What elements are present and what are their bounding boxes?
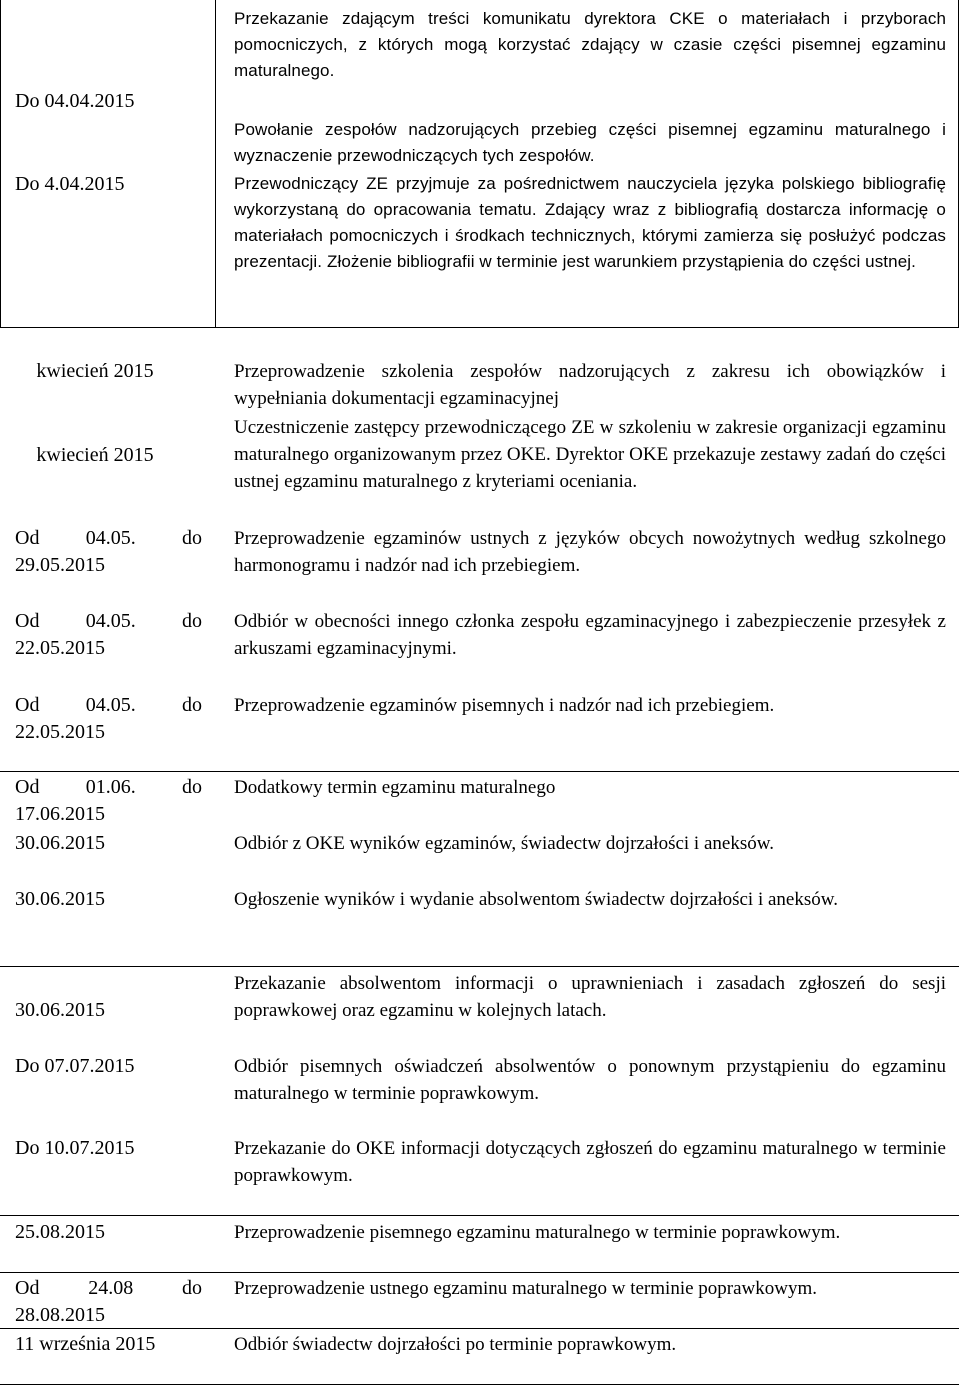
- row-text-14: Odbiór świadectw dojrzałości po terminie poprawkowym.: [234, 1334, 677, 1355]
- row-date-12: 25.08.2015: [15, 1221, 105, 1243]
- row-text-10: Odbiór pisemnych oświadczeń absolwentów o ponownym przystąpieniu do egzaminu maturalnego w terminie poprawkowym.: [234, 1056, 946, 1104]
- row-text-12: Przeprowadzenie pisemnego egzaminu maturalnego w terminie poprawkowym.: [234, 1222, 841, 1243]
- row-date-1: kwiecień 2015: [36, 360, 154, 382]
- row-date-2: kwiecień 2015: [36, 444, 154, 466]
- row-date-8: 30.06.2015: [15, 888, 105, 910]
- row-text-13: Przeprowadzenie ustnego egzaminu maturalnego w terminie poprawkowym.: [234, 1278, 818, 1299]
- row-text-5: Przeprowadzenie egzaminów pisemnych i nadzór nad ich przebiegiem.: [234, 695, 775, 716]
- table-bottom-border: [0, 1384, 959, 1385]
- first-date-1: Do 04.04.2015: [15, 90, 135, 112]
- row-text-4: Odbiór w obecności innego członka zespołu egzaminacyjnego i zabezpieczenie przesyłek z arkuszami egzaminacyjnymi.: [234, 611, 946, 659]
- row-text-7: Odbiór z OKE wyników egzaminów, świadectw dojrzałości i aneksów.: [234, 833, 774, 854]
- row-date-14: 11 września 2015: [15, 1333, 156, 1355]
- row-text-11: Przekazanie do OKE informacji dotyczących zgłoszeń do egzaminu maturalnego w terminie poprawkowym.: [234, 1138, 946, 1186]
- row-divider: [0, 1272, 959, 1273]
- row-date-6: Od 01.06. do 17.06.2015: [15, 776, 202, 825]
- row-text-9: Przekazanie absolwentom informacji o uprawnieniach i zasadach zgłoszeń do sesji poprawkowej oraz egzaminu w kolejnych latach.: [234, 973, 946, 1021]
- first-text-2: Powołanie zespołów nadzorujących przebieg części pisemnej egzaminu maturalnego i wyznaczenie przewodniczących tych zespołów.: [234, 120, 946, 165]
- row-date-13: Od 24.08 do 28.08.2015: [15, 1277, 202, 1326]
- row-date-7: 30.06.2015: [15, 832, 105, 854]
- row-text-3: Przeprowadzenie egzaminów ustnych z języków obcych nowożytnych według szkolnego harmonogramu i nadzór nad ich przebiegiem.: [234, 528, 946, 576]
- first-text-3: Przewodniczący ZE przyjmuje za pośrednictwem nauczyciela języka polskiego bibliografię wykorzystaną do opracowania tematu. Zdający wraz z bibliografią dostarcza informację o materiałach pomocniczych i środkach technicznych, którymi zamierza się posłużyć podczas prezentacji. Złożenie bibliografii w terminie jest warunkiem przystąpienia do części ustnej.: [234, 174, 946, 271]
- row-text-1: Przeprowadzenie szkolenia zespołów nadzorujących z zakresu ich obowiązków i wypełniania dokumentacji egzaminacyjnej: [234, 361, 946, 409]
- row-divider: [0, 1215, 959, 1216]
- row-date-9: 30.06.2015: [15, 999, 105, 1021]
- row-date-11: Do 10.07.2015: [15, 1137, 135, 1159]
- row-date-5: Od 04.05. do 22.05.2015: [15, 694, 202, 743]
- row-text-8: Ogłoszenie wyników i wydanie absolwentom świadectw dojrzałości i aneksów.: [234, 889, 838, 910]
- row-date-10: Do 07.07.2015: [15, 1055, 135, 1077]
- row-divider: [0, 966, 959, 967]
- column-divider: [215, 0, 216, 327]
- row-date-3: Od 04.05. do 29.05.2015: [15, 527, 202, 576]
- row-date-4: Od 04.05. do 22.05.2015: [15, 610, 202, 659]
- row-text-6: Dodatkowy termin egzaminu maturalnego: [234, 777, 556, 798]
- table-right-border: [958, 0, 959, 327]
- table-bottom-border: [0, 327, 959, 328]
- first-date-2: Do 4.04.2015: [15, 173, 125, 195]
- table-left-border: [0, 0, 1, 327]
- row-divider: [0, 1328, 959, 1329]
- first-text-1: Przekazanie zdającym treści komunikatu dyrektora CKE o materiałach i przyborach pomocniczych, z których mogą korzystać zdający w czasie części pisemnej egzaminu maturalnego.: [234, 9, 946, 80]
- row-divider: [0, 771, 959, 772]
- row-text-2: Uczestniczenie zastępcy przewodniczącego ZE w szkoleniu w zakresie organizacji egzaminu maturalnego organizowanym przez OKE. Dyrektor OKE przekazuje zestawy zadań do części ustnej egzaminu maturalnego z kryteriami oceniania.: [234, 417, 946, 492]
